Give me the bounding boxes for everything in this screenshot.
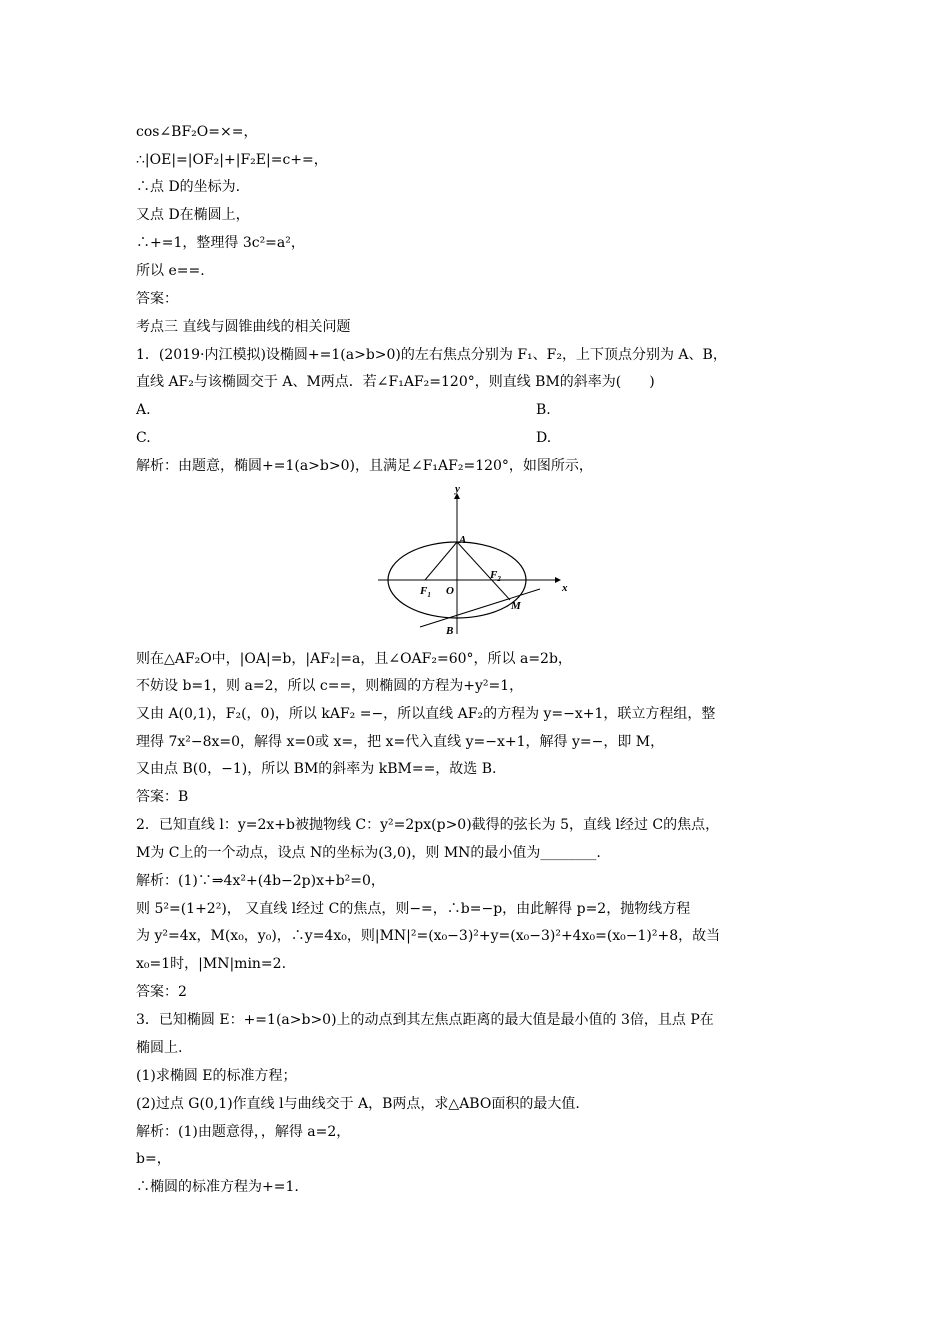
answer-line: 答案：2	[136, 984, 187, 1000]
option-c: C.	[136, 430, 151, 446]
text-line: 所以 e==.	[136, 263, 205, 279]
ellipse-figure	[376, 486, 591, 640]
solution-text: x₀=1时，|MN|min=2.	[136, 956, 287, 972]
text-line: cos∠BF₂O=×=，	[136, 124, 258, 140]
question-3-stem: 椭圆上.	[136, 1040, 183, 1056]
question-1-stem: 1．(2019·内江模拟)设椭圆+=1(a>b>0)的左右焦点分别为 F₁、F₂，上下顶点分别为 A、B，	[136, 347, 727, 363]
point-b-label: B	[446, 625, 454, 636]
text-line: ∴点 D的坐标为.	[136, 179, 241, 195]
option-b: B.	[536, 402, 551, 418]
solution-text: 不妨设 b=1，则 a=2，所以 c==，则椭圆的方程为+y²=1，	[136, 678, 524, 694]
segment-af1	[425, 542, 457, 580]
focus-f2-label: $F_2$	[490, 569, 501, 583]
ellipse-diagram	[376, 486, 591, 636]
solution-text: ∴椭圆的标准方程为+=1.	[136, 1179, 299, 1195]
question-3-stem: 3．已知椭圆 E：+=1(a>b>0)上的动点到其左焦点距离的最大值是最小值的 3倍，且点 P在	[136, 1012, 714, 1028]
solution-text: 则在△AF₂O中，|OA|=b，|AF₂|=a，且∠OAF₂=60°，所以 a=2b，	[136, 651, 572, 667]
solution-text: 又由 A(0,1)，F₂(，0)，所以 kAF₂ =−，所以直线 AF₂的方程为 y=−x+1，联立方程组，整	[136, 706, 716, 722]
option-a: A.	[136, 402, 151, 418]
x-axis-label: x	[562, 582, 568, 594]
question-1-stem: 直线 AF₂与该椭圆交于 A、M两点．若∠F₁AF₂=120°，则直线 BM的斜率为( )	[136, 374, 655, 390]
question-3-part-2: (2)过点 G(0,1)作直线 l与曲线交于 A，B两点，求△ABO面积的最大值.	[136, 1096, 580, 1112]
solution-text: 解析：(1)由题意得，，解得 a=2，	[136, 1124, 351, 1140]
point-a-label: A	[459, 534, 467, 546]
focus-f1-label: $F_1$	[420, 585, 431, 599]
solution-text: 又由点 B(0，−1)，所以 BM的斜率为 kBM==，故选 B.	[136, 761, 497, 777]
solution-text: b=，	[136, 1151, 171, 1167]
solution-text: 解析：(1)∵⇒4x²+(4b−2p)x+b²=0，	[136, 873, 385, 889]
y-axis-label: y	[455, 486, 460, 495]
solution-text: 解析：由题意，椭圆+=1(a>b>0)，且满足∠F₁AF₂=120°，如图所示，	[136, 458, 593, 474]
question-3-part-1: (1)求椭圆 E的标准方程；	[136, 1068, 297, 1084]
origin-label: O	[446, 585, 454, 597]
question-2-stem: 2．已知直线 l：y=2x+b被抛物线 C：y²=2px(p>0)截得的弦长为 5，直线 l经过 C的焦点，	[136, 817, 720, 833]
text-line: ∴|OE|=|OF₂|+|F₂E|=c+=，	[136, 152, 328, 168]
question-2-stem: M为 C上的一个动点，设点 N的坐标为(3,0)，则 MN的最小值为________.	[136, 845, 601, 861]
text-line: ∴+=1，整理得 3c²=a²，	[136, 235, 305, 251]
option-d: D.	[536, 430, 552, 446]
solution-text: 则 5²=(1+2²)， 又直线 l经过 C的焦点，则−=，∴b=−p，由此解得 p=2，抛物线方程	[136, 901, 691, 917]
solution-text: 为 y²=4x，M(x₀，y₀)，∴y=4x₀，则|MN|²=(x₀−3)²+y=(x₀−3)²+4x₀=(x₀−1)²+8，故当	[136, 928, 721, 944]
answer-label: 答案：	[136, 291, 178, 307]
section-heading: 考点三 直线与圆锥曲线的相关问题	[136, 319, 351, 335]
answer-line: 答案：B	[136, 789, 189, 805]
line-bm	[420, 589, 540, 627]
point-m-label: M	[511, 600, 521, 612]
solution-text: 理得 7x²−8x=0，解得 x=0或 x=，把 x=代入直线 y=−x+1，解得 y=−，即 M，	[136, 734, 665, 750]
text-line: 又点 D在椭圆上，	[136, 207, 250, 223]
